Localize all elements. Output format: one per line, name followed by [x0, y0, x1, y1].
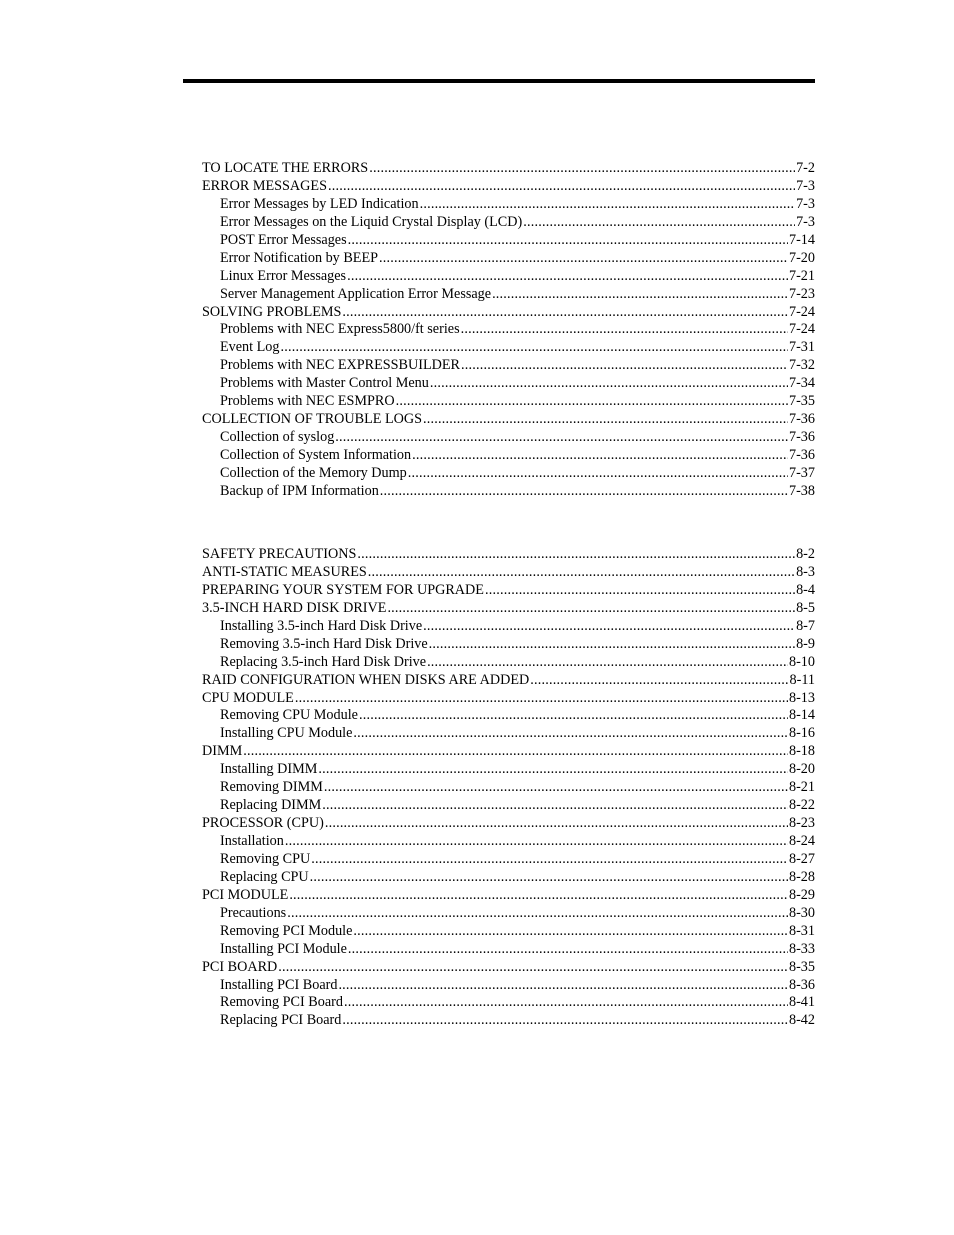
- toc-entry-page: 7-36: [788, 447, 815, 463]
- toc-entry[interactable]: [202, 833, 815, 851]
- toc-dot-leader: [461, 321, 788, 339]
- toc-dot-leader: [357, 546, 795, 564]
- toc-dot-leader: [359, 707, 788, 725]
- toc-entry-page: 8-7: [796, 617, 815, 634]
- toc-entry-title: Installation: [220, 833, 284, 849]
- toc-dot-leader: [318, 761, 788, 779]
- toc-dot-leader: [324, 779, 788, 797]
- toc-entry[interactable]: [202, 268, 815, 286]
- toc-entry[interactable]: [202, 411, 815, 429]
- toc-dot-leader: [335, 429, 788, 447]
- toc-entry-page: 8-28: [788, 868, 815, 885]
- toc-entry-page: 8-9: [796, 635, 815, 652]
- toc-entry-page: 8-11: [789, 671, 815, 688]
- toc-entry[interactable]: [202, 743, 815, 761]
- toc-entry-title: Removing 3.5-inch Hard Disk Drive: [220, 635, 428, 652]
- toc-entry-page: 8-2: [796, 546, 815, 562]
- toc-entry-title: PCI BOARD: [202, 958, 278, 975]
- toc-dot-leader: [380, 483, 788, 501]
- toc-entry[interactable]: [202, 582, 815, 600]
- toc-entry[interactable]: [202, 304, 815, 322]
- toc-entry-page: 8-13: [788, 689, 815, 706]
- toc-dot-leader: [412, 447, 788, 465]
- toc-entry-page: 7-3: [796, 177, 815, 194]
- toc-entry[interactable]: [202, 250, 815, 268]
- toc-dot-leader: [485, 582, 795, 600]
- toc-dot-leader: [281, 339, 788, 357]
- toc-entry-page: 8-3: [796, 563, 815, 580]
- toc-entry[interactable]: [202, 905, 815, 923]
- toc-entry-title: PROCESSOR (CPU): [202, 815, 324, 832]
- toc-dot-leader: [461, 357, 788, 375]
- toc-entry-title: Backup of IPM Information: [220, 482, 379, 499]
- toc-entry-title: Installing 3.5-inch Hard Disk Drive: [220, 617, 423, 634]
- toc-entry-title: Installing PCI Module: [220, 940, 347, 957]
- toc-entry-title: Server Management Application Error Message: [220, 285, 492, 302]
- toc-dot-leader: [353, 923, 788, 941]
- toc-entry-title: Installing PCI Board: [220, 976, 338, 993]
- toc-entry-title: POST Error Messages: [220, 231, 347, 248]
- toc-dot-leader: [492, 286, 788, 304]
- toc-entry-page: 8-22: [788, 797, 815, 814]
- toc-entry-title: Removing CPU: [220, 850, 311, 867]
- toc-entry[interactable]: [202, 600, 815, 618]
- toc-entry[interactable]: [202, 797, 815, 815]
- toc-entry-title: CPU MODULE: [202, 689, 294, 706]
- toc-entry[interactable]: [202, 779, 815, 797]
- toc-entry[interactable]: [202, 636, 815, 654]
- toc-dot-leader: [243, 743, 788, 761]
- toc-entry[interactable]: [202, 707, 815, 725]
- toc-entry[interactable]: [202, 339, 815, 357]
- toc-dot-leader: [338, 977, 788, 995]
- toc-dot-leader: [523, 214, 795, 232]
- toc-dot-leader: [348, 941, 788, 959]
- toc-entry[interactable]: [202, 761, 815, 779]
- toc-entry-title: Removing DIMM: [220, 779, 323, 796]
- toc-dot-leader: [322, 797, 788, 815]
- toc-entry-page: 8-24: [788, 833, 815, 849]
- toc-entry[interactable]: [202, 887, 815, 905]
- toc-dot-leader: [423, 618, 795, 636]
- toc-entry-title: PREPARING YOUR SYSTEM FOR UPGRADE: [202, 581, 484, 598]
- toc-entry[interactable]: [202, 725, 815, 743]
- toc-entry-title: Collection of syslog: [220, 429, 335, 446]
- toc-dot-leader: [285, 833, 788, 851]
- toc-entry-title: TO LOCATE THE ERRORS: [202, 160, 369, 176]
- toc-entry-page: 7-14: [788, 231, 815, 248]
- toc-entry-page: 7-36: [788, 429, 815, 446]
- toc-entry-page: 7-38: [788, 482, 815, 499]
- toc-entry-page: 7-34: [788, 375, 815, 392]
- toc-entry-page: 8-41: [788, 994, 815, 1011]
- toc-entry-title: SAFETY PRECAUTIONS: [202, 546, 357, 562]
- toc-entry[interactable]: [202, 941, 815, 959]
- toc-entry[interactable]: [202, 564, 815, 582]
- toc-entry-title: Problems with Master Control Menu: [220, 375, 429, 392]
- toc-dot-leader: [423, 411, 788, 429]
- toc-dot-leader: [342, 304, 788, 322]
- toc-dot-leader: [342, 1012, 788, 1030]
- toc-entry-page: 8-31: [788, 922, 815, 939]
- toc-entry-page: 7-35: [788, 393, 815, 410]
- toc-entry[interactable]: [202, 546, 815, 564]
- toc-entry-title: Precautions: [220, 904, 287, 921]
- toc-entry-page: 8-14: [788, 707, 815, 724]
- toc-entry[interactable]: [202, 483, 815, 501]
- toc-entry-title: ERROR MESSAGES: [202, 177, 327, 194]
- toc-entry-title: Replacing PCI Board: [220, 1012, 342, 1029]
- toc-entry-page: 7-31: [788, 339, 815, 356]
- toc-dot-leader: [427, 654, 788, 672]
- toc-chapter-8: [202, 546, 815, 1030]
- toc-entry[interactable]: [202, 994, 815, 1012]
- toc-entry-title: PCI MODULE: [202, 886, 289, 903]
- toc-entry-page: 7-24: [788, 303, 815, 320]
- toc-entry-title: Removing PCI Board: [220, 994, 343, 1011]
- toc-entry[interactable]: [202, 429, 815, 447]
- toc-entry[interactable]: [202, 321, 815, 339]
- toc-entry-title: Error Messages on the Liquid Crystal Display (LCD): [220, 213, 523, 230]
- toc-entry-title: Replacing DIMM: [220, 797, 322, 814]
- toc-entry[interactable]: [202, 1012, 815, 1030]
- toc-dot-leader: [347, 268, 788, 286]
- toc-entry[interactable]: [202, 232, 815, 250]
- toc-entry-page: 8-5: [796, 599, 815, 616]
- toc-entry-page: 7-37: [788, 464, 815, 481]
- toc-entry-page: 7-2: [796, 160, 815, 176]
- toc-entry-title: Event Log: [220, 339, 280, 356]
- toc-entry[interactable]: [202, 618, 815, 636]
- toc-dot-leader: [368, 564, 795, 582]
- toc-dot-leader: [289, 887, 788, 905]
- toc-dot-leader: [369, 160, 795, 178]
- toc-entry[interactable]: [202, 375, 815, 393]
- toc-entry-title: Error Notification by BEEP: [220, 249, 379, 266]
- toc-entry-title: Installing DIMM: [220, 761, 318, 778]
- toc-dot-leader: [344, 994, 788, 1012]
- toc-entry[interactable]: [202, 465, 815, 483]
- toc-entry-title: DIMM: [202, 743, 243, 760]
- toc-entry[interactable]: [202, 286, 815, 304]
- toc-entry-page: 7-32: [788, 357, 815, 374]
- toc-dot-leader: [295, 690, 788, 708]
- toc-entry-title: COLLECTION OF TROUBLE LOGS: [202, 411, 423, 428]
- toc-entry-page: 8-16: [788, 725, 815, 742]
- toc-entry-page: 8-42: [788, 1012, 815, 1029]
- toc-entry-page: 8-18: [788, 743, 815, 760]
- toc-entry[interactable]: [202, 214, 815, 232]
- toc-dot-leader: [530, 672, 788, 690]
- toc-entry-page: 8-20: [788, 761, 815, 778]
- toc-entry[interactable]: [202, 178, 815, 196]
- toc-entry-page: 8-36: [788, 976, 815, 993]
- toc-entry-title: Linux Error Messages: [220, 267, 347, 284]
- toc-entry[interactable]: [202, 160, 815, 178]
- toc-entry-title: Removing CPU Module: [220, 707, 358, 724]
- toc-dot-leader: [387, 600, 795, 618]
- toc-entry[interactable]: [202, 393, 815, 411]
- toc-entry-page: 8-30: [788, 904, 815, 921]
- toc-entry-title: Problems with NEC ESMPRO: [220, 393, 395, 410]
- toc-entry[interactable]: [202, 923, 815, 941]
- toc-entry-title: RAID CONFIGURATION WHEN DISKS ARE ADDED: [202, 671, 530, 688]
- toc-entry-title: ANTI-STATIC MEASURES: [202, 563, 367, 580]
- toc-entry-title: Error Messages by LED Indication: [220, 195, 419, 212]
- toc-entry-page: 8-4: [796, 581, 815, 598]
- toc-entry-title: Installing CPU Module: [220, 725, 353, 742]
- toc-entry[interactable]: [202, 690, 815, 708]
- toc-dot-leader: [328, 178, 795, 196]
- toc-entry-page: 7-36: [788, 411, 815, 428]
- toc-dot-leader: [278, 959, 788, 977]
- toc-entry-page: 7-3: [796, 195, 815, 212]
- toc-entry[interactable]: [202, 196, 815, 214]
- toc-dot-leader: [310, 869, 788, 887]
- toc-entry-page: 7-24: [788, 321, 815, 338]
- toc-entry-title: Replacing 3.5-inch Hard Disk Drive: [220, 653, 427, 670]
- toc-entry[interactable]: [202, 447, 815, 465]
- toc-entry[interactable]: [202, 869, 815, 887]
- toc-entry-title: Problems with NEC EXPRESSBUILDER: [220, 357, 461, 374]
- toc-entry-title: Collection of the Memory Dump: [220, 464, 407, 481]
- toc-dot-leader: [396, 393, 788, 411]
- toc-entry[interactable]: [202, 357, 815, 375]
- toc-entry-page: 7-3: [796, 213, 815, 230]
- toc-dot-leader: [379, 250, 788, 268]
- toc-chapter-7: [202, 160, 815, 501]
- toc-entry-title: SOLVING PROBLEMS: [202, 303, 342, 320]
- header-rule: [183, 79, 815, 83]
- toc-entry-page: 7-20: [788, 249, 815, 266]
- toc-entry-page: 7-23: [788, 285, 815, 302]
- toc-entry-title: 3.5-INCH HARD DISK DRIVE: [202, 599, 387, 616]
- toc-dot-leader: [325, 815, 788, 833]
- toc-dot-leader: [348, 232, 788, 250]
- toc-entry[interactable]: [202, 654, 815, 672]
- toc-entry[interactable]: [202, 959, 815, 977]
- toc-dot-leader: [408, 465, 788, 483]
- toc-entry-page: 8-27: [788, 850, 815, 867]
- toc-entry[interactable]: [202, 977, 815, 995]
- toc-dot-leader: [420, 196, 796, 214]
- toc-dot-leader: [430, 375, 788, 393]
- toc-dot-leader: [287, 905, 788, 923]
- toc-entry-page: 8-35: [788, 958, 815, 975]
- toc-entry-page: 8-29: [788, 886, 815, 903]
- toc-entry[interactable]: [202, 672, 815, 690]
- toc-entry-page: 8-23: [788, 815, 815, 832]
- toc-dot-leader: [353, 725, 788, 743]
- toc-entry-title: Collection of System Information: [220, 447, 412, 463]
- toc-entry-title: Problems with NEC Express5800/ft series: [220, 321, 460, 338]
- toc-dot-leader: [311, 851, 788, 869]
- toc-entry-title: Removing PCI Module: [220, 922, 353, 939]
- toc-entry-page: 8-21: [788, 779, 815, 796]
- toc-entry-page: 7-21: [788, 267, 815, 284]
- toc-dot-leader: [429, 636, 795, 654]
- toc-entry-page: 8-33: [788, 940, 815, 957]
- toc-entry-page: 8-10: [788, 653, 815, 670]
- toc-entry[interactable]: [202, 815, 815, 833]
- toc-entry[interactable]: [202, 851, 815, 869]
- toc-entry-title: Replacing CPU: [220, 868, 309, 885]
